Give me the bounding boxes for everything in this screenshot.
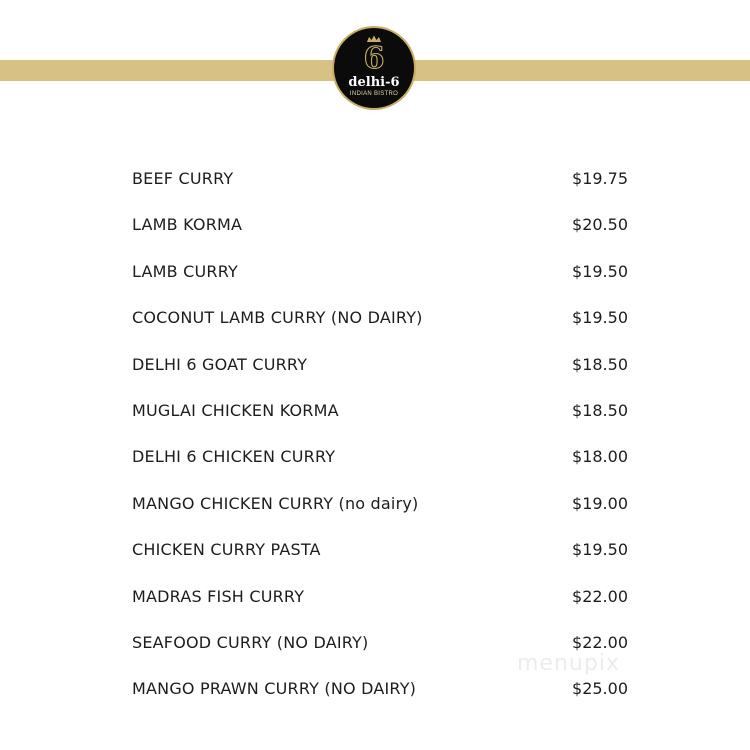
menu-item-price: $18.50 bbox=[572, 400, 628, 420]
menupix-watermark: menupix bbox=[517, 651, 620, 676]
menu-item-price: $25.00 bbox=[572, 679, 628, 699]
menu-item-name: MANGO CHICKEN CURRY (no dairy) bbox=[132, 493, 419, 513]
restaurant-logo bbox=[334, 28, 414, 108]
menu-item-price: $22.00 bbox=[572, 586, 628, 606]
menu-item bbox=[132, 493, 628, 539]
menu-item bbox=[132, 307, 628, 353]
menu-item-name: DELHI 6 GOAT CURRY bbox=[132, 354, 308, 374]
menu-list bbox=[132, 168, 628, 725]
logo-numeral: 6 bbox=[363, 41, 385, 76]
menu-item bbox=[132, 214, 628, 260]
menu-item-price: $19.75 bbox=[572, 169, 628, 188]
menu-item bbox=[132, 261, 628, 307]
menu-item-name: DELHI 6 CHICKEN CURRY bbox=[132, 447, 336, 467]
menu-item-name: LAMB CURRY bbox=[132, 261, 238, 281]
logo-tagline: INDIAN BISTRO bbox=[349, 91, 399, 97]
menu-item bbox=[132, 168, 628, 214]
logo-emblem bbox=[334, 28, 414, 108]
menu-item-name: SEAFOOD CURRY (NO DAIRY) bbox=[132, 632, 369, 652]
menu-item-name: MADRAS FISH CURRY bbox=[132, 586, 305, 606]
menu-item-price: $20.50 bbox=[572, 215, 628, 235]
menu-item-name: MANGO PRAWN CURRY (NO DAIRY) bbox=[132, 679, 417, 699]
menu-item-name: BEEF CURRY bbox=[132, 169, 234, 188]
menu-item bbox=[132, 354, 628, 400]
menu-item-name: COCONUT LAMB CURRY (NO DAIRY) bbox=[132, 308, 423, 328]
menu-item-name: CHICKEN CURRY PASTA bbox=[132, 540, 321, 560]
menu-item bbox=[132, 400, 628, 446]
menu-item bbox=[132, 678, 628, 724]
menu-item-name: MUGLAI CHICKEN KORMA bbox=[132, 400, 339, 420]
menu-item-price: $22.00 bbox=[572, 632, 628, 652]
menu-item-name: LAMB KORMA bbox=[132, 215, 243, 235]
logo-name: delhi-6 bbox=[348, 75, 400, 90]
menu-item-price: $18.50 bbox=[572, 354, 628, 374]
menu-item bbox=[132, 446, 628, 492]
menu-item-price: $19.50 bbox=[572, 308, 628, 328]
menu-item-price: $19.50 bbox=[572, 540, 628, 560]
menu-item-price: $19.50 bbox=[572, 261, 628, 281]
menu-item bbox=[132, 586, 628, 632]
menu-item-price: $19.00 bbox=[572, 493, 628, 513]
menu-item-price: $18.00 bbox=[572, 447, 628, 467]
menu-item bbox=[132, 539, 628, 585]
